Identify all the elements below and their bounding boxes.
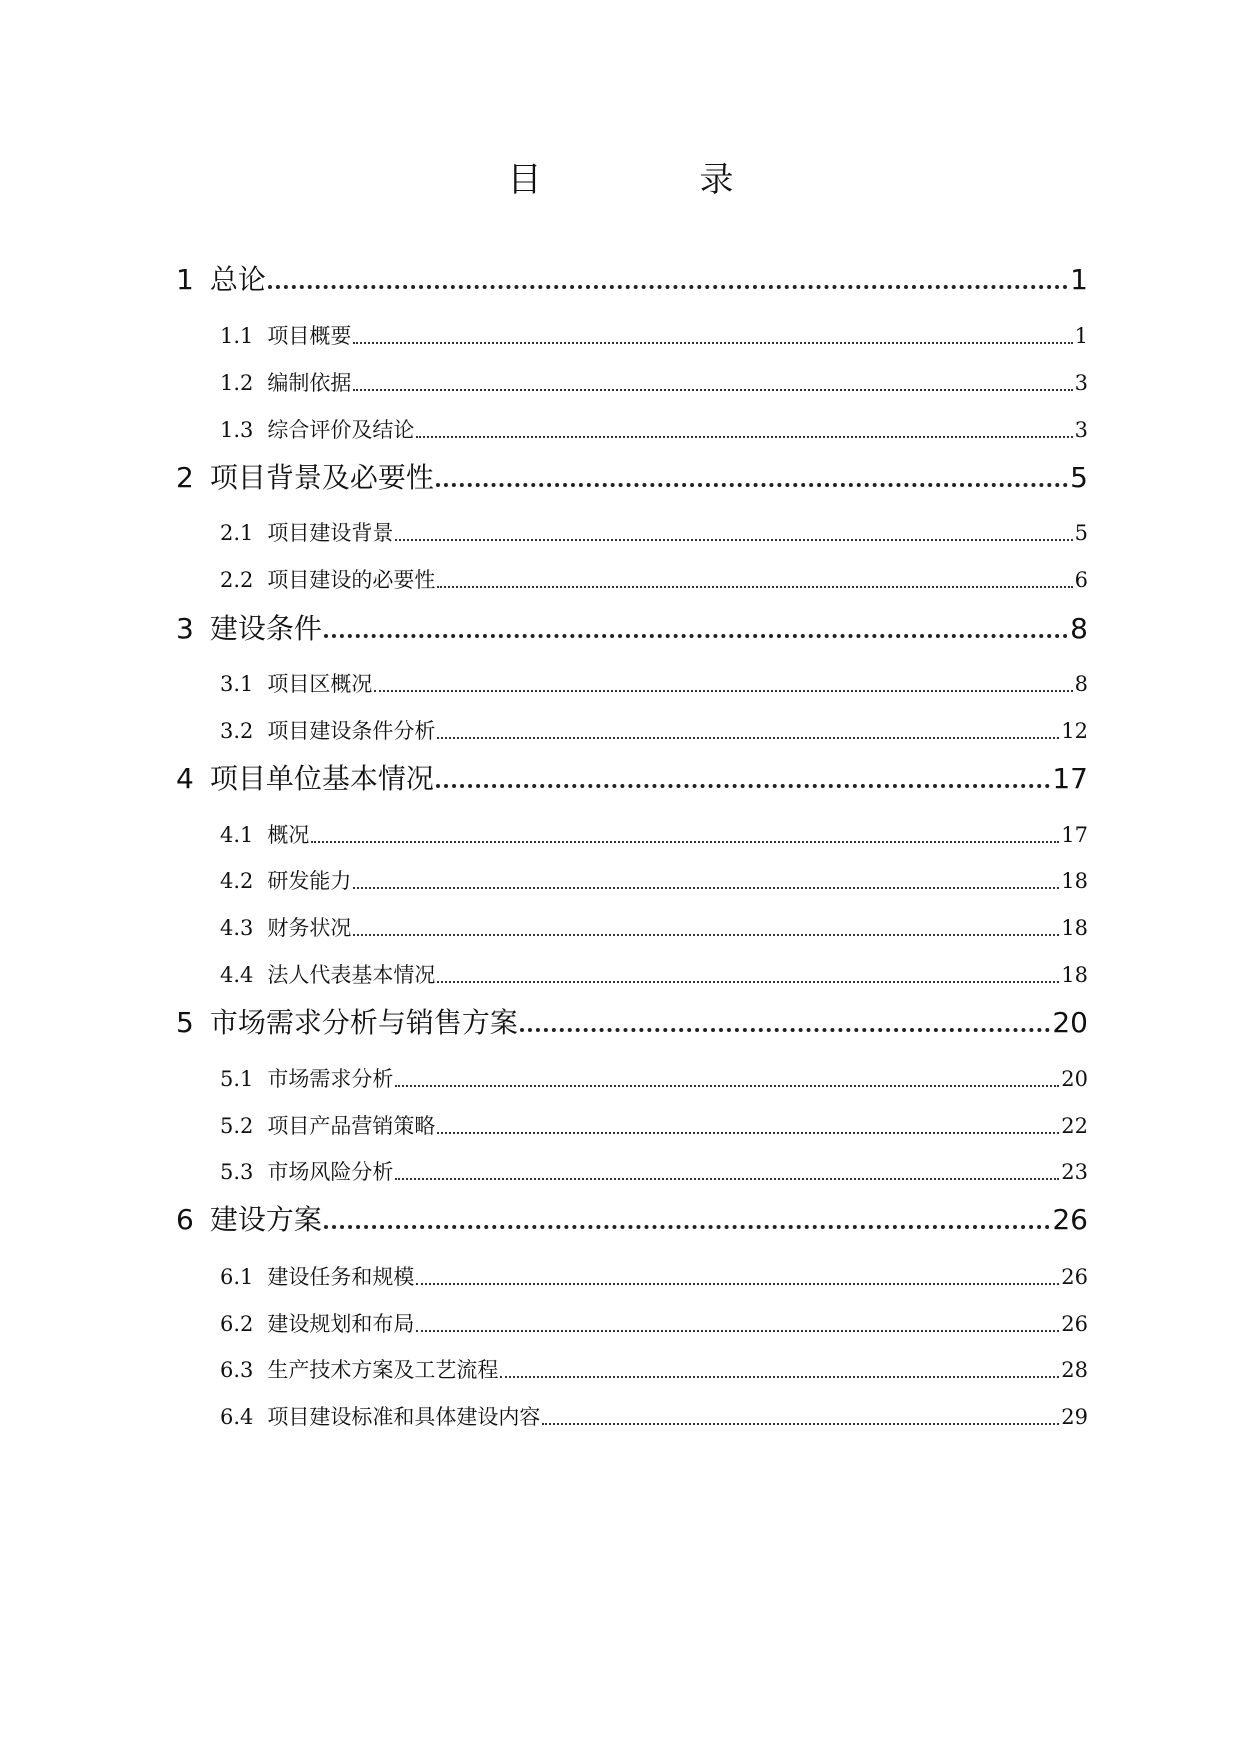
toc-entry-number: 3 [176, 612, 194, 645]
toc-dot-leader [395, 539, 1072, 541]
toc-section-entry[interactable] [220, 913, 1088, 943]
toc-section-entry[interactable] [220, 716, 1088, 746]
toc-entry-title: 生产技术方案及工艺流程 [267, 1358, 499, 1382]
toc-entry-number: 5.2 [220, 1114, 254, 1138]
toc-section-entry[interactable] [220, 415, 1088, 445]
toc-dot-leader [437, 586, 1072, 588]
toc-entry-title: 建设条件 [209, 612, 322, 645]
toc-entry-title: 建设方案 [209, 1203, 322, 1236]
toc-entry-title: 项目建设背景 [267, 521, 394, 545]
toc-section-entry[interactable] [220, 565, 1088, 595]
toc-entry-title: 项目背景及必要性 [209, 461, 434, 494]
toc-dot-leader [416, 436, 1072, 438]
toc-entry-page-number: 18 [1061, 869, 1088, 893]
toc-section-entry[interactable] [220, 820, 1088, 850]
toc-entry-title: 编制依据 [267, 371, 352, 395]
toc-section-entry[interactable] [220, 1355, 1088, 1385]
toc-entry-number: 5 [176, 1006, 194, 1039]
toc-dot-leader [437, 981, 1059, 983]
toc-chapter-entry[interactable] [176, 459, 1088, 497]
toc-entry-title: 项目建设的必要性 [267, 568, 436, 592]
toc-chapter-entry[interactable] [176, 1201, 1088, 1239]
toc-dot-leader [520, 1028, 1051, 1032]
toc-entry-number: 2 [176, 461, 194, 494]
toc-section-entry[interactable] [220, 1402, 1088, 1432]
toc-chapter-entry[interactable] [176, 261, 1088, 299]
toc-dot-leader [436, 784, 1051, 788]
toc-entry-title: 项目建设条件分析 [267, 719, 436, 743]
toc-section-entry[interactable] [220, 1309, 1088, 1339]
toc-entry-title: 项目产品营销策略 [267, 1114, 436, 1138]
toc-dot-leader [437, 1132, 1059, 1134]
toc-section-entry[interactable] [220, 960, 1088, 990]
toc-entry-title: 概况 [267, 823, 310, 847]
toc-entry-number: 4.4 [220, 963, 254, 987]
toc-entry-number: 1.1 [220, 324, 254, 348]
toc-entry-page-number: 17 [1052, 762, 1088, 795]
toc-entry-number: 6 [176, 1203, 194, 1236]
toc-entry-title: 项目建设标准和具体建设内容 [267, 1405, 541, 1429]
toc-dot-leader [500, 1376, 1059, 1378]
toc-entry-title: 项目区概况 [267, 672, 373, 696]
toc-entry-page-number: 26 [1061, 1265, 1088, 1289]
toc-entry-number: 4.1 [220, 823, 254, 847]
toc-entry-title: 市场需求分析与销售方案 [209, 1006, 518, 1039]
toc-dot-leader [268, 285, 1068, 289]
toc-entry-number: 5.1 [220, 1067, 254, 1091]
toc-entry-number: 6.4 [220, 1405, 254, 1429]
toc-entry-number: 6.3 [220, 1358, 254, 1382]
toc-section-entry[interactable] [220, 866, 1088, 896]
toc-chapter-entry[interactable] [176, 610, 1088, 648]
page-title: 目 录 [507, 160, 796, 200]
toc-entry-title: 财务状况 [267, 916, 352, 940]
toc-dot-leader [416, 1330, 1059, 1332]
toc-entry-page-number: 20 [1052, 1006, 1088, 1039]
toc-entry-page-number: 12 [1061, 719, 1088, 743]
toc-entry-number: 6.1 [220, 1265, 254, 1289]
toc-entry-number: 4.3 [220, 916, 254, 940]
toc-entry-title: 研发能力 [267, 869, 352, 893]
toc-entry-number: 2.1 [220, 521, 254, 545]
toc-entry-page-number: 29 [1061, 1405, 1088, 1429]
toc-entry-page-number: 22 [1061, 1114, 1088, 1138]
toc-entry-page-number: 6 [1074, 568, 1088, 592]
toc-dot-leader [437, 737, 1059, 739]
toc-entry-title: 综合评价及结论 [267, 418, 415, 442]
toc-entry-page-number: 3 [1074, 371, 1088, 395]
toc-entry-page-number: 5 [1070, 461, 1088, 494]
toc-chapter-entry[interactable] [176, 760, 1088, 798]
toc-dot-leader [542, 1423, 1059, 1425]
toc-dot-leader [436, 483, 1068, 487]
toc-entry-number: 1 [176, 263, 194, 296]
toc-entry-number: 1.3 [220, 418, 254, 442]
toc-dot-leader [353, 887, 1059, 889]
toc-section-entry[interactable] [220, 1157, 1088, 1187]
toc-dot-leader [416, 1283, 1059, 1285]
toc-dot-leader [374, 690, 1072, 692]
toc-dot-leader [353, 389, 1072, 391]
toc-entry-number: 1.2 [220, 371, 254, 395]
toc-entry-number: 4 [176, 762, 194, 795]
toc-entry-number: 6.2 [220, 1312, 254, 1336]
toc-entry-page-number: 5 [1074, 521, 1088, 545]
toc-entry-page-number: 18 [1061, 963, 1088, 987]
toc-entry-page-number: 20 [1061, 1067, 1088, 1091]
toc-dot-leader [324, 634, 1068, 638]
toc-section-entry[interactable] [220, 368, 1088, 398]
toc-entry-number: 2.2 [220, 568, 254, 592]
toc-entry-title: 总论 [209, 263, 266, 296]
toc-entry-title: 市场需求分析 [267, 1067, 394, 1091]
toc-dot-leader [324, 1225, 1051, 1229]
toc-entry-page-number: 23 [1061, 1160, 1088, 1184]
toc-dot-leader [311, 841, 1059, 843]
toc-entry-title: 建设规划和布局 [267, 1312, 415, 1336]
toc-section-entry[interactable] [220, 1262, 1088, 1292]
toc-entry-page-number: 3 [1074, 418, 1088, 442]
toc-section-entry[interactable] [220, 321, 1088, 351]
toc-entry-page-number: 1 [1074, 324, 1088, 348]
toc-entry-number: 3.1 [220, 672, 254, 696]
toc-entry-title: 项目单位基本情况 [209, 762, 434, 795]
toc-entry-title: 项目概要 [267, 324, 352, 348]
toc-entry-page-number: 17 [1061, 823, 1088, 847]
toc-entry-page-number: 26 [1052, 1203, 1088, 1236]
toc-section-entry[interactable] [220, 669, 1088, 699]
toc-section-entry[interactable] [220, 1111, 1088, 1141]
toc-section-entry[interactable] [220, 518, 1088, 548]
toc-dot-leader [395, 1085, 1059, 1087]
toc-entry-page-number: 28 [1061, 1358, 1088, 1382]
toc-entry-title: 市场风险分析 [267, 1160, 394, 1184]
toc-entry-number: 5.3 [220, 1160, 254, 1184]
toc-entry-page-number: 18 [1061, 916, 1088, 940]
toc-entry-page-number: 1 [1070, 263, 1088, 296]
toc-section-entry[interactable] [220, 1064, 1088, 1094]
toc-entry-number: 3.2 [220, 719, 254, 743]
toc-dot-leader [353, 342, 1072, 344]
toc-entry-number: 4.2 [220, 869, 254, 893]
toc-entry-title: 法人代表基本情况 [267, 963, 436, 987]
toc-dot-leader [353, 934, 1059, 936]
toc-chapter-entry[interactable] [176, 1004, 1088, 1042]
toc-entry-title: 建设任务和规模 [267, 1265, 415, 1289]
toc-entry-page-number: 8 [1074, 672, 1088, 696]
toc-entry-page-number: 26 [1061, 1312, 1088, 1336]
toc-dot-leader [395, 1178, 1059, 1180]
toc-entry-page-number: 8 [1070, 612, 1088, 645]
